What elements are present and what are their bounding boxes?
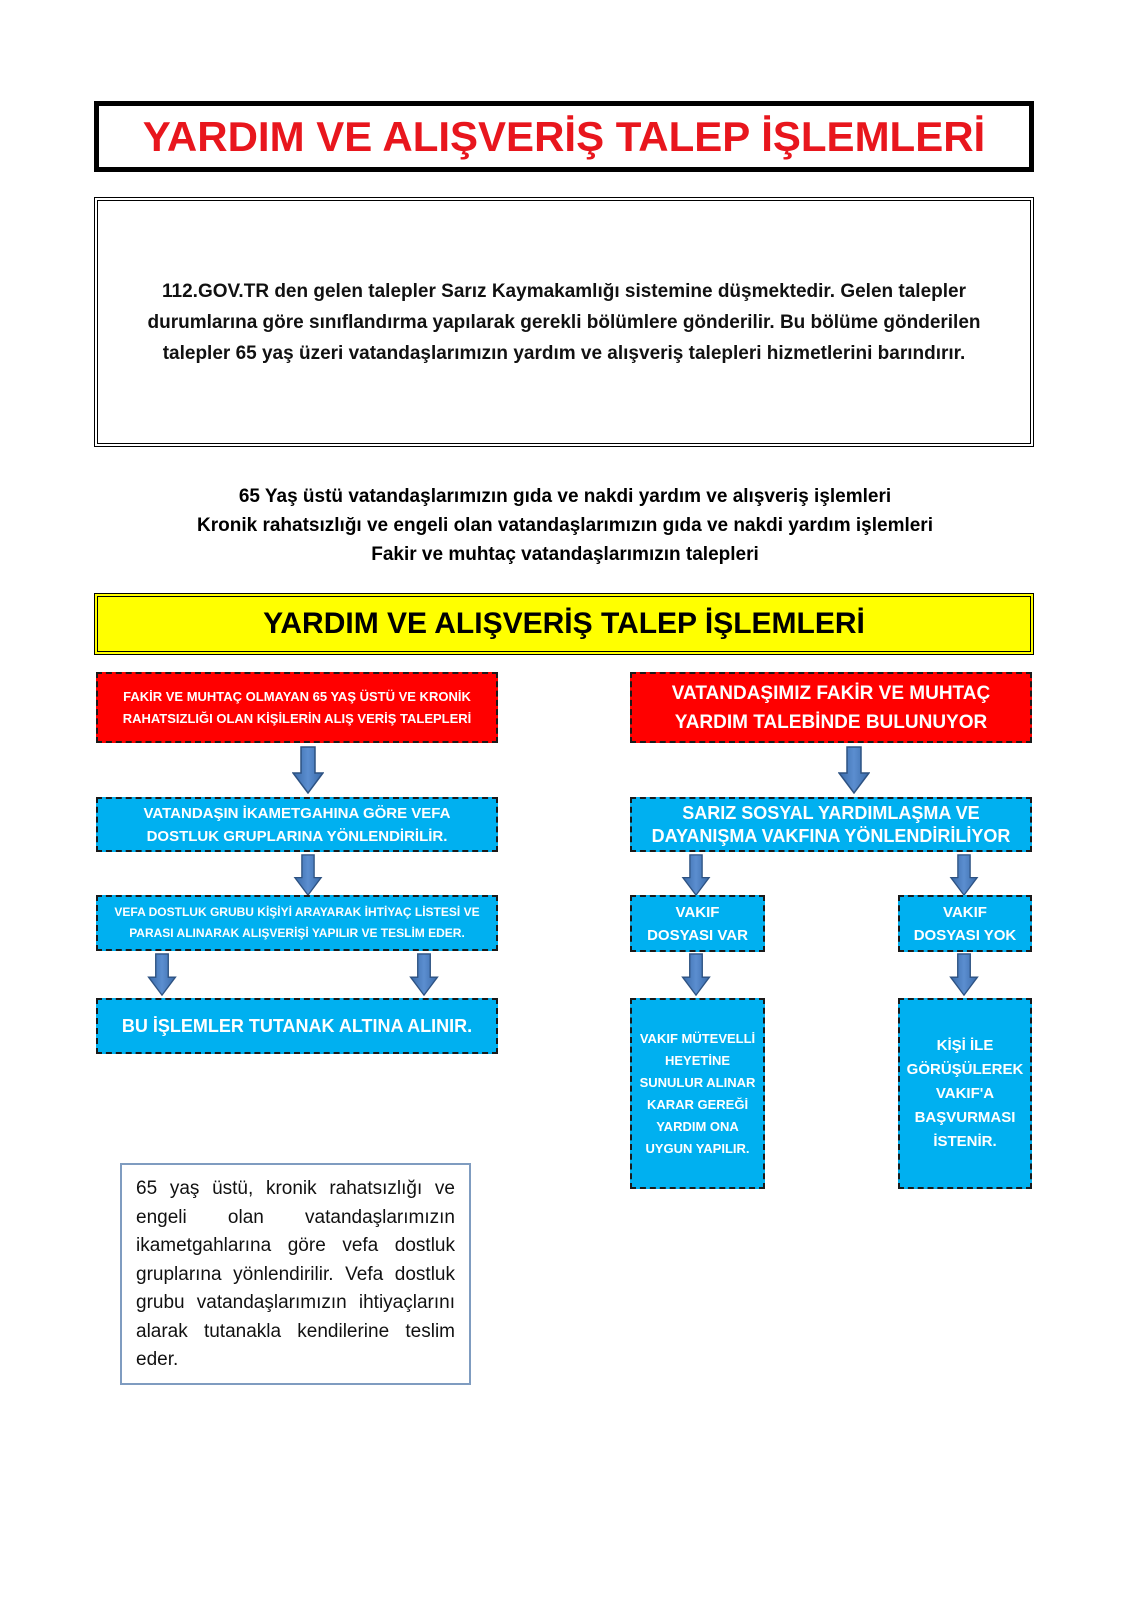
left-step3-box: BU İŞLEMLER TUTANAK ALTINA ALINIR.: [96, 998, 498, 1054]
category-list: [100, 482, 1030, 569]
intro-line-2: durumlarına göre sınıflandırma yapılarak gerekli bölümlere gönderilir. Bu bölüme gönderilen: [147, 311, 981, 333]
branch-no-box: VAKIF DOSYASI YOK: [898, 895, 1032, 952]
intro-box: [94, 197, 1034, 447]
page-title: YARDIM VE ALIŞVERİŞ TALEP İŞLEMLERİ: [94, 101, 1034, 172]
section-banner: YARDIM VE ALIŞVERİŞ TALEP İŞLEMLERİ: [94, 593, 1034, 655]
left-step1-box: VATANDAŞIN İKAMETGAHINA GÖRE VEFA DOSTLUK GRUPLARINA YÖNLENDİRİLİR.: [96, 797, 498, 852]
down-arrow-icon: [292, 854, 324, 896]
down-arrow-icon: [948, 953, 980, 996]
intro-text: [147, 276, 980, 369]
note-box: 65 yaş üstü, kronik rahatsızlığı ve engeli olan vatandaşlarımızın ikametgahlarına göre vefa dostluk gruplarına yönlendirilir. Vefa dostluk grubu vatandaşlarımızın ihtiyaçlarını alarak tutanakla kendilerine teslim eder.: [120, 1163, 471, 1385]
right-step1-box: SARIZ SOSYAL YARDIMLAŞMA VE DAYANIŞMA VAKFINA YÖNLENDİRİLİYOR: [630, 797, 1032, 852]
down-arrow-icon: [838, 746, 870, 794]
intro-line-3: talepler 65 yaş üzeri vatandaşlarımızın yardım ve alışveriş talepleri hizmetlerini barındırır.: [162, 342, 966, 364]
category-item: Kronik rahatsızlığı ve engeli olan vatandaşlarımızın gıda ve nakdi yardım işlemleri: [197, 515, 933, 536]
down-arrow-icon: [408, 953, 440, 996]
left-step2-box: VEFA DOSTLUK GRUBU KİŞİYİ ARAYARAK İHTİYAÇ LİSTESİ VE PARASI ALINARAK ALIŞVERİŞİ YAPILIR VE TESLİM EDER.: [96, 895, 498, 951]
category-item: Fakir ve muhtaç vatandaşlarımızın talepleri: [371, 544, 759, 565]
down-arrow-icon: [680, 854, 712, 896]
right-start-box: VATANDAŞIMIZ FAKİR VE MUHTAÇ YARDIM TALEBİNDE BULUNUYOR: [630, 672, 1032, 743]
down-arrow-icon: [292, 746, 324, 794]
result-no-box: KİŞİ İLE GÖRÜŞÜLEREK VAKIF'A BAŞVURMASI İSTENİR.: [898, 998, 1032, 1189]
down-arrow-icon: [146, 953, 178, 996]
left-start-box: FAKİR VE MUHTAÇ OLMAYAN 65 YAŞ ÜSTÜ VE KRONİK RAHATSIZLIĞI OLAN KİŞİLERİN ALIŞ VERİŞ TALEPLERİ: [96, 672, 498, 743]
branch-yes-box: VAKIF DOSYASI VAR: [630, 895, 765, 952]
down-arrow-icon: [948, 854, 980, 896]
down-arrow-icon: [680, 953, 712, 996]
intro-line-1: 112.GOV.TR den gelen talepler Sarız Kaymakamlığı sistemine düşmektedir. Gelen talepler: [162, 280, 966, 302]
category-item: 65 Yaş üstü vatandaşlarımızın gıda ve nakdi yardım ve alışveriş işlemleri: [238, 486, 892, 507]
result-yes-box: VAKIF MÜTEVELLİ HEYETİNE SUNULUR ALINAR KARAR GEREĞİ YARDIM ONA UYGUN YAPILIR.: [630, 998, 765, 1189]
